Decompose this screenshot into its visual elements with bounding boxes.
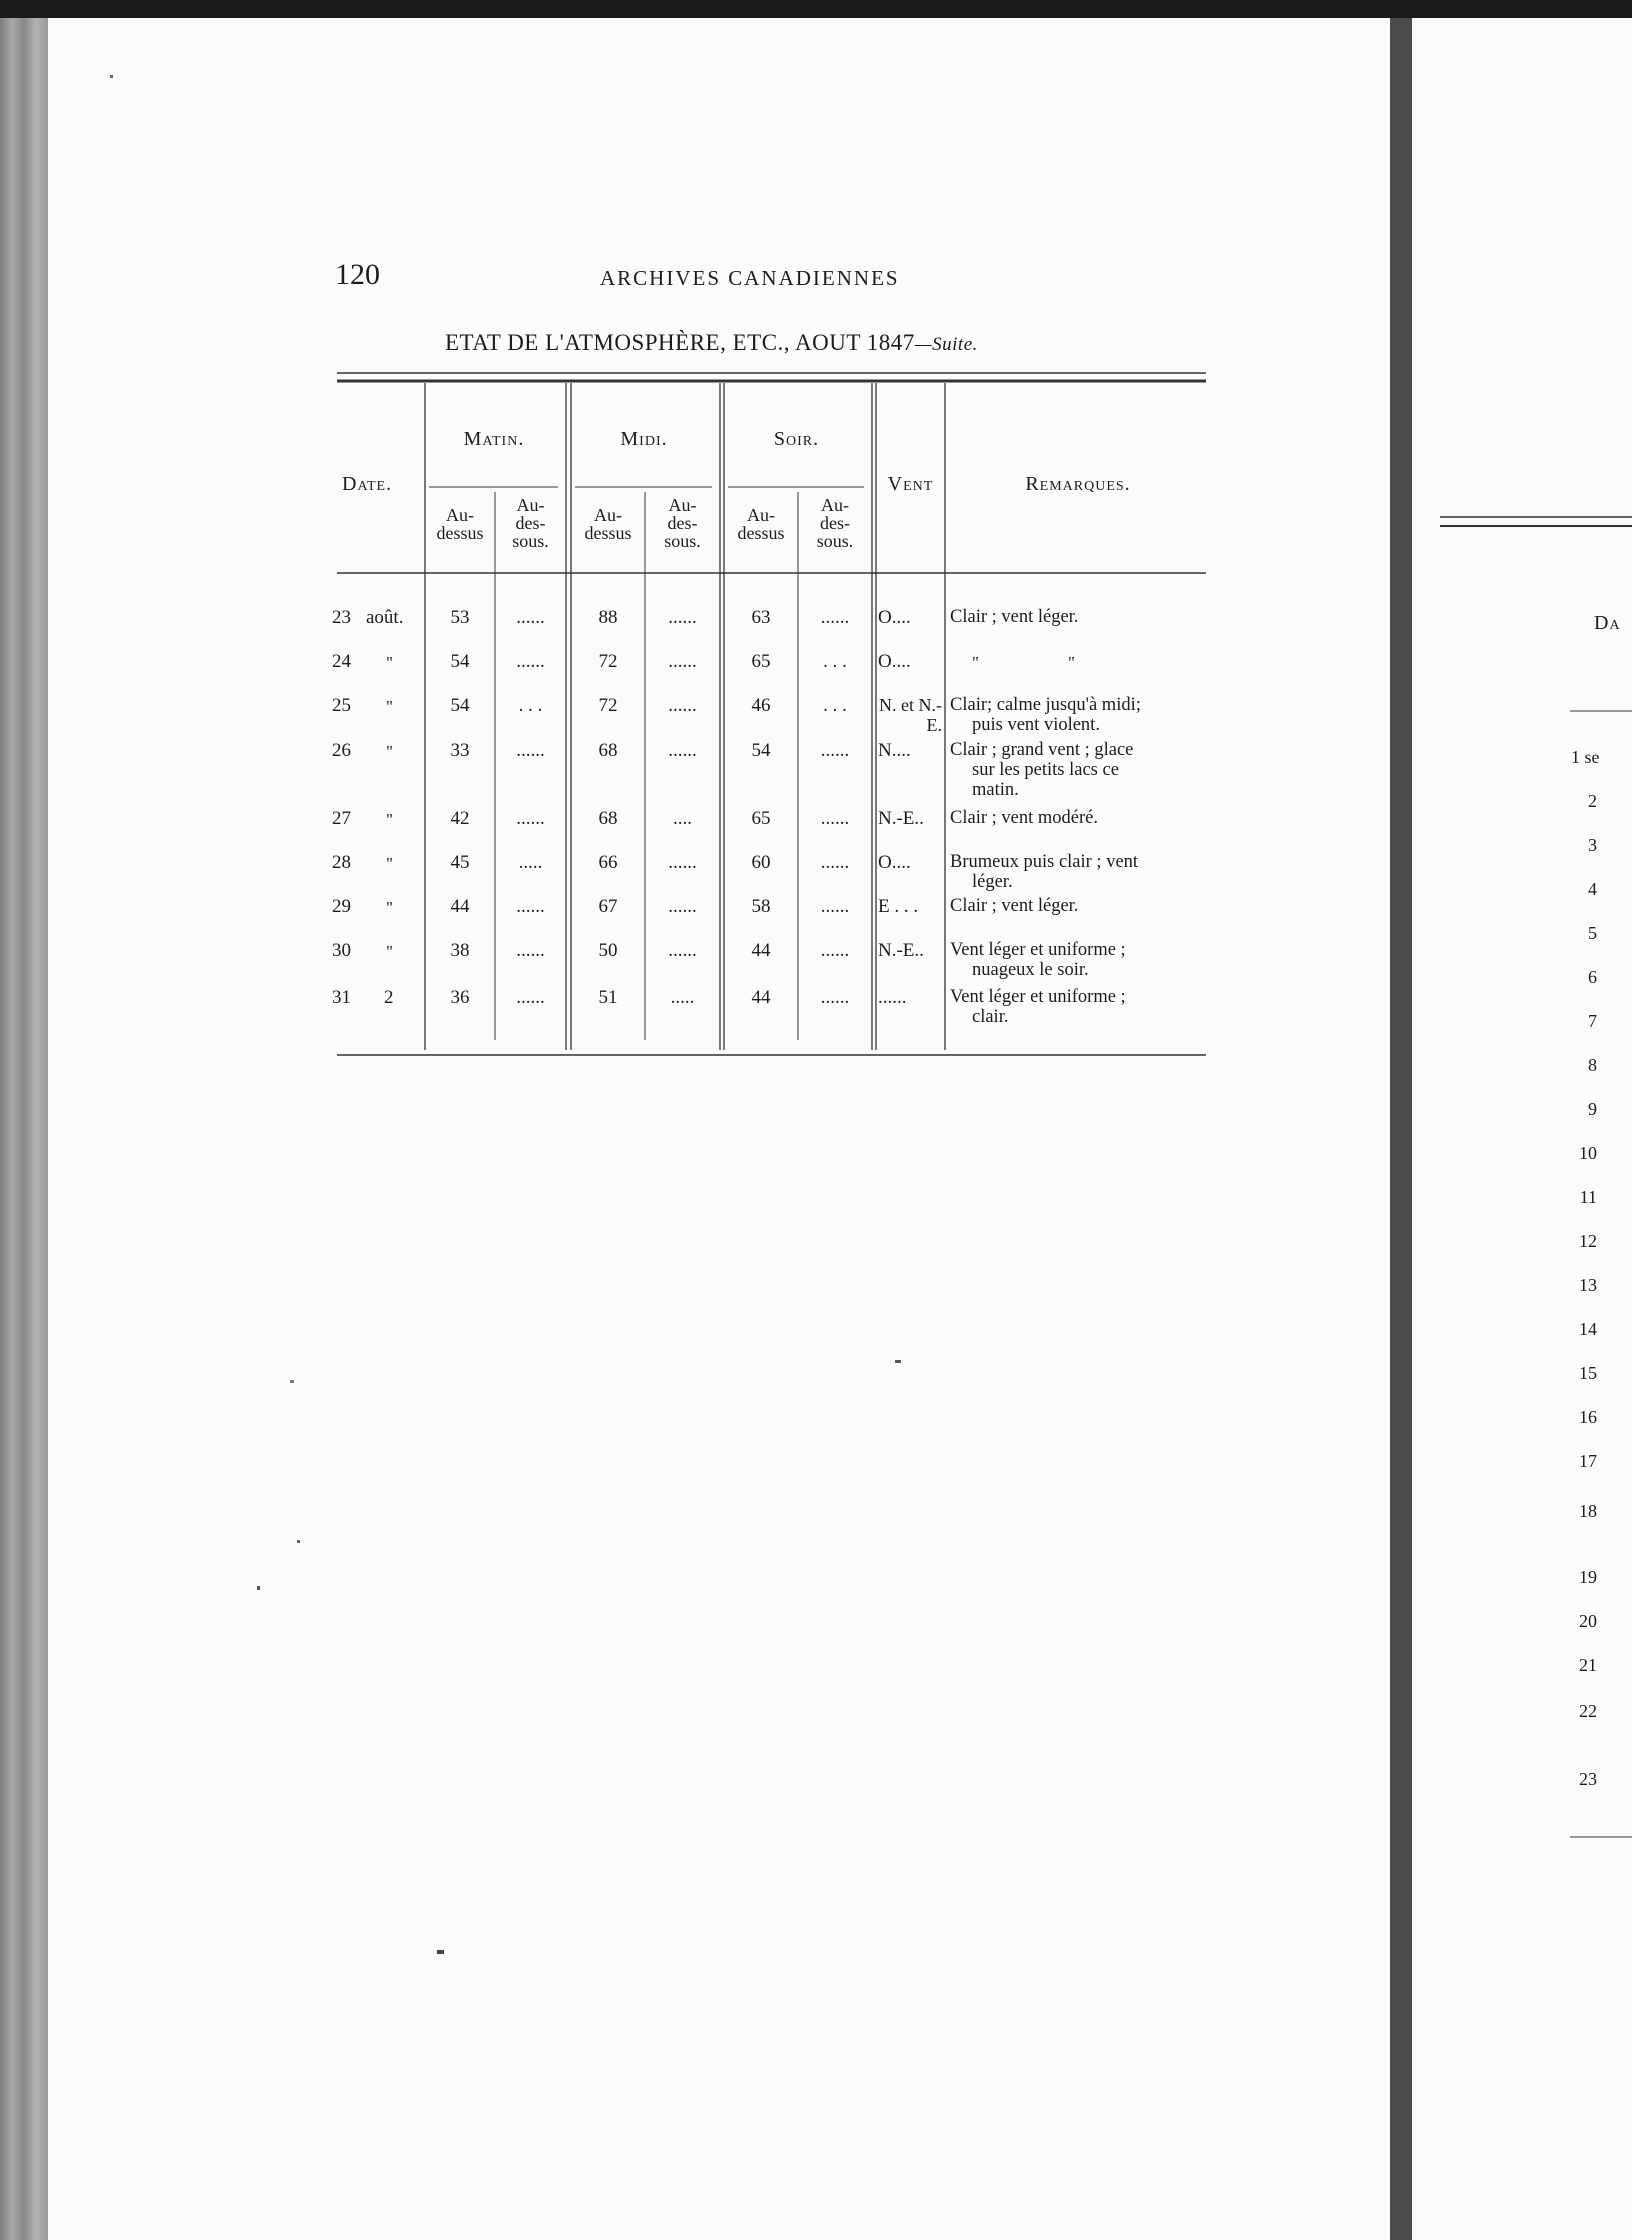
row-remarques (950, 607, 1210, 627)
right-page-row-number: 18 (1579, 1501, 1597, 1521)
header-midi: Midi. (620, 428, 668, 450)
remark-line: clair. (972, 1007, 1009, 1027)
right-page-header-fragment: Da (1594, 612, 1621, 634)
row-remarques-ditto: " (972, 653, 979, 672)
row-matin-below: ...... (516, 940, 545, 961)
row-soir-above: 65 (751, 651, 771, 672)
row-matin-below: ...... (516, 651, 545, 672)
row-soir-above: 44 (751, 987, 771, 1008)
row-month: " (386, 810, 393, 829)
subheader-line: Au- (747, 505, 775, 525)
subheader-line: Au- (594, 505, 622, 525)
row-soir-below: ...... (820, 740, 850, 761)
row-remarques (950, 740, 1210, 800)
row-midi-above: 68 (598, 740, 618, 761)
row-matin-above: 42 (450, 808, 470, 829)
header-date: Date. (342, 473, 393, 495)
right-page-row-number: 7 (1588, 1011, 1597, 1031)
subheader-midi-above (571, 506, 645, 542)
header-soir: Soir. (773, 428, 820, 450)
row-midi-above: 66 (598, 852, 618, 873)
row-remarques (950, 940, 1210, 980)
row-vent: ...... (878, 987, 907, 1008)
header-vent: Vent (887, 473, 934, 495)
row-month: " (386, 942, 393, 961)
remark-line: Clair ; vent léger. (950, 896, 1079, 916)
subheader-line: dessus (737, 523, 785, 543)
scan-speck (437, 1950, 444, 1954)
row-matin-above: 54 (450, 651, 470, 672)
subheader-line: sous. (664, 531, 701, 551)
subheader-matin-above (425, 506, 495, 542)
row-month: " (386, 854, 393, 873)
remark-line: puis vent violent. (972, 715, 1100, 735)
row-vent: N. et N.-E. (879, 695, 942, 735)
header-matin: Matin. (463, 428, 525, 450)
row-remarques (950, 852, 1210, 892)
right-page-row-number: 21 (1579, 1655, 1597, 1675)
right-page-row-number: 20 (1579, 1611, 1597, 1631)
row-matin-below: ...... (516, 896, 545, 917)
row-day: 25 (332, 695, 351, 716)
row-midi-below: .... (673, 808, 692, 829)
row-day: 23 (332, 607, 351, 628)
right-page-row-number: 16 (1579, 1407, 1597, 1427)
row-matin-above: 53 (450, 607, 470, 628)
right-page-row-number: 15 (1579, 1363, 1597, 1383)
row-midi-above: 68 (598, 808, 618, 829)
remark-line: nuageux le soir. (972, 960, 1089, 980)
scan-speck (110, 75, 113, 78)
row-remarques (950, 808, 1210, 828)
row-midi-below: ...... (668, 607, 697, 628)
row-soir-above: 60 (751, 852, 771, 873)
subheader-midi-below (645, 496, 720, 550)
row-remarques (950, 695, 1210, 735)
scan-speck (297, 1540, 300, 1543)
row-matin-above: 44 (450, 896, 470, 917)
row-midi-above: 51 (598, 987, 618, 1008)
remark-line: Clair; calme jusqu'à midi; (950, 695, 1141, 715)
row-matin-below: ...... (516, 987, 545, 1008)
right-page-row-number: 11 (1579, 1187, 1597, 1207)
row-vent: N.... (878, 740, 911, 761)
subheader-line: dessus (584, 523, 632, 543)
subheader-line: Au- (446, 505, 474, 525)
row-midi-below: ...... (668, 651, 697, 672)
subheader-line: Au- (516, 495, 545, 515)
right-page-row-number: 17 (1579, 1451, 1597, 1471)
row-midi-below: ...... (668, 940, 697, 961)
row-soir-below: ...... (820, 607, 850, 628)
row-midi-below: ...... (668, 896, 697, 917)
subheader-soir-below (798, 496, 872, 550)
row-soir-below: ...... (820, 896, 850, 917)
row-day: 31 (332, 987, 351, 1008)
row-midi-below: ...... (668, 852, 697, 873)
row-vent: O.... (878, 852, 911, 873)
subheader-soir-above (724, 506, 798, 542)
subheader-line: des- (515, 513, 546, 533)
remark-line: Clair ; vent léger. (950, 607, 1079, 627)
right-page-row-number: 12 (1579, 1231, 1597, 1251)
scan-speck (895, 1360, 901, 1363)
right-page-row-number: 23 (1579, 1769, 1597, 1789)
running-head: ARCHIVES CANADIENNES (600, 266, 900, 290)
right-page-row-number: 4 (1588, 879, 1597, 899)
remark-line: matin. (972, 780, 1019, 800)
right-page-row-number: 8 (1588, 1055, 1597, 1075)
row-midi-above: 72 (598, 651, 618, 672)
row-matin-above: 33 (450, 740, 470, 761)
subheader-line: Au- (821, 495, 849, 515)
right-page-row-number: 14 (1579, 1319, 1597, 1339)
row-soir-above: 44 (751, 940, 771, 961)
row-month: août. (366, 607, 404, 628)
right-page-row-number: 5 (1588, 923, 1597, 943)
row-soir-above: 46 (751, 695, 771, 716)
row-matin-below: . . . (518, 695, 543, 716)
row-vent: O.... (878, 607, 911, 628)
row-soir-above: 54 (751, 740, 771, 761)
page-number: 120 (335, 258, 380, 291)
row-day: 24 (332, 651, 351, 672)
row-soir-above: 63 (751, 607, 771, 628)
subheader-line: dessus (436, 523, 484, 543)
subheader-line: des- (667, 513, 698, 533)
scan-speck (257, 1586, 260, 1590)
right-page-row-number: 6 (1588, 967, 1597, 987)
row-soir-above: 65 (751, 808, 771, 829)
row-matin-above: 45 (450, 852, 470, 873)
row-vent: O.... (878, 651, 911, 672)
right-page-row-number: 2 (1588, 791, 1597, 811)
row-midi-below: ..... (670, 987, 695, 1008)
row-month: " (386, 697, 393, 716)
row-month: " (386, 742, 393, 761)
right-page-row-number: 13 (1579, 1275, 1597, 1295)
remark-line: Vent léger et uniforme ; (950, 987, 1126, 1007)
row-midi-above: 88 (598, 607, 618, 628)
row-vent: N.-E.. (878, 940, 924, 961)
row-soir-below: ...... (820, 940, 850, 961)
row-vent: N.-E.. (878, 808, 924, 829)
remark-line: Clair ; vent modéré. (950, 808, 1098, 828)
right-page-row-number: 10 (1579, 1143, 1597, 1163)
row-soir-below: . . . (823, 651, 847, 672)
remark-line: Brumeux puis clair ; vent (950, 852, 1139, 872)
right-page-row-number: 3 (1588, 835, 1597, 855)
scan-speck (290, 1380, 294, 1383)
row-remarques (950, 987, 1210, 1027)
row-vent: E . . . (878, 896, 919, 917)
right-page-row-number: 19 (1579, 1567, 1597, 1587)
row-day: 29 (332, 896, 351, 917)
row-midi-above: 50 (598, 940, 618, 961)
remark-line: sur les petits lacs ce (972, 760, 1119, 780)
row-matin-below: ...... (516, 740, 545, 761)
right-page-row-number: 1 se (1571, 747, 1600, 767)
table-title-suffix: —Suite. (914, 334, 978, 355)
remark-line: Vent léger et uniforme ; (950, 940, 1126, 960)
right-page-row-number: 22 (1579, 1701, 1597, 1721)
row-soir-below: ...... (820, 852, 850, 873)
row-midi-above: 72 (598, 695, 618, 716)
subheader-line: sous. (512, 531, 549, 551)
row-remarques-ditto: " (1068, 653, 1075, 672)
remark-line: léger. (972, 872, 1013, 892)
row-month: " (386, 653, 393, 672)
row-midi-below: ...... (668, 740, 697, 761)
row-matin-above: 36 (450, 987, 470, 1008)
row-matin-below: ..... (518, 852, 543, 873)
right-page-row-number: 9 (1588, 1099, 1597, 1119)
row-remarques (950, 896, 1210, 916)
subheader-line: sous. (816, 531, 854, 551)
row-month: " (386, 898, 393, 917)
subheader-line: Au- (668, 495, 697, 515)
row-day: 28 (332, 852, 351, 873)
row-soir-below: . . . (823, 695, 847, 716)
table-title-main: ETAT DE L'ATMOSPHÈRE, ETC., AOUT 1847 (445, 330, 915, 355)
row-matin-below: ...... (516, 808, 545, 829)
header-remarques: Remarques. (1025, 473, 1131, 495)
row-midi-below: ...... (668, 695, 697, 716)
row-day: 26 (332, 740, 351, 761)
row-matin-above: 54 (450, 695, 470, 716)
row-matin-below: ...... (516, 607, 545, 628)
row-matin-above: 38 (450, 940, 470, 961)
row-month: 2 (384, 987, 394, 1008)
row-soir-below: ...... (820, 808, 850, 829)
row-day: 30 (332, 940, 351, 961)
row-midi-above: 67 (598, 896, 618, 917)
remark-line: Clair ; grand vent ; glace (950, 740, 1134, 760)
row-day: 27 (332, 808, 351, 829)
subheader-matin-below (495, 496, 566, 550)
subheader-line: des- (820, 513, 850, 533)
row-soir-above: 58 (751, 896, 771, 917)
row-soir-below: ...... (820, 987, 850, 1008)
